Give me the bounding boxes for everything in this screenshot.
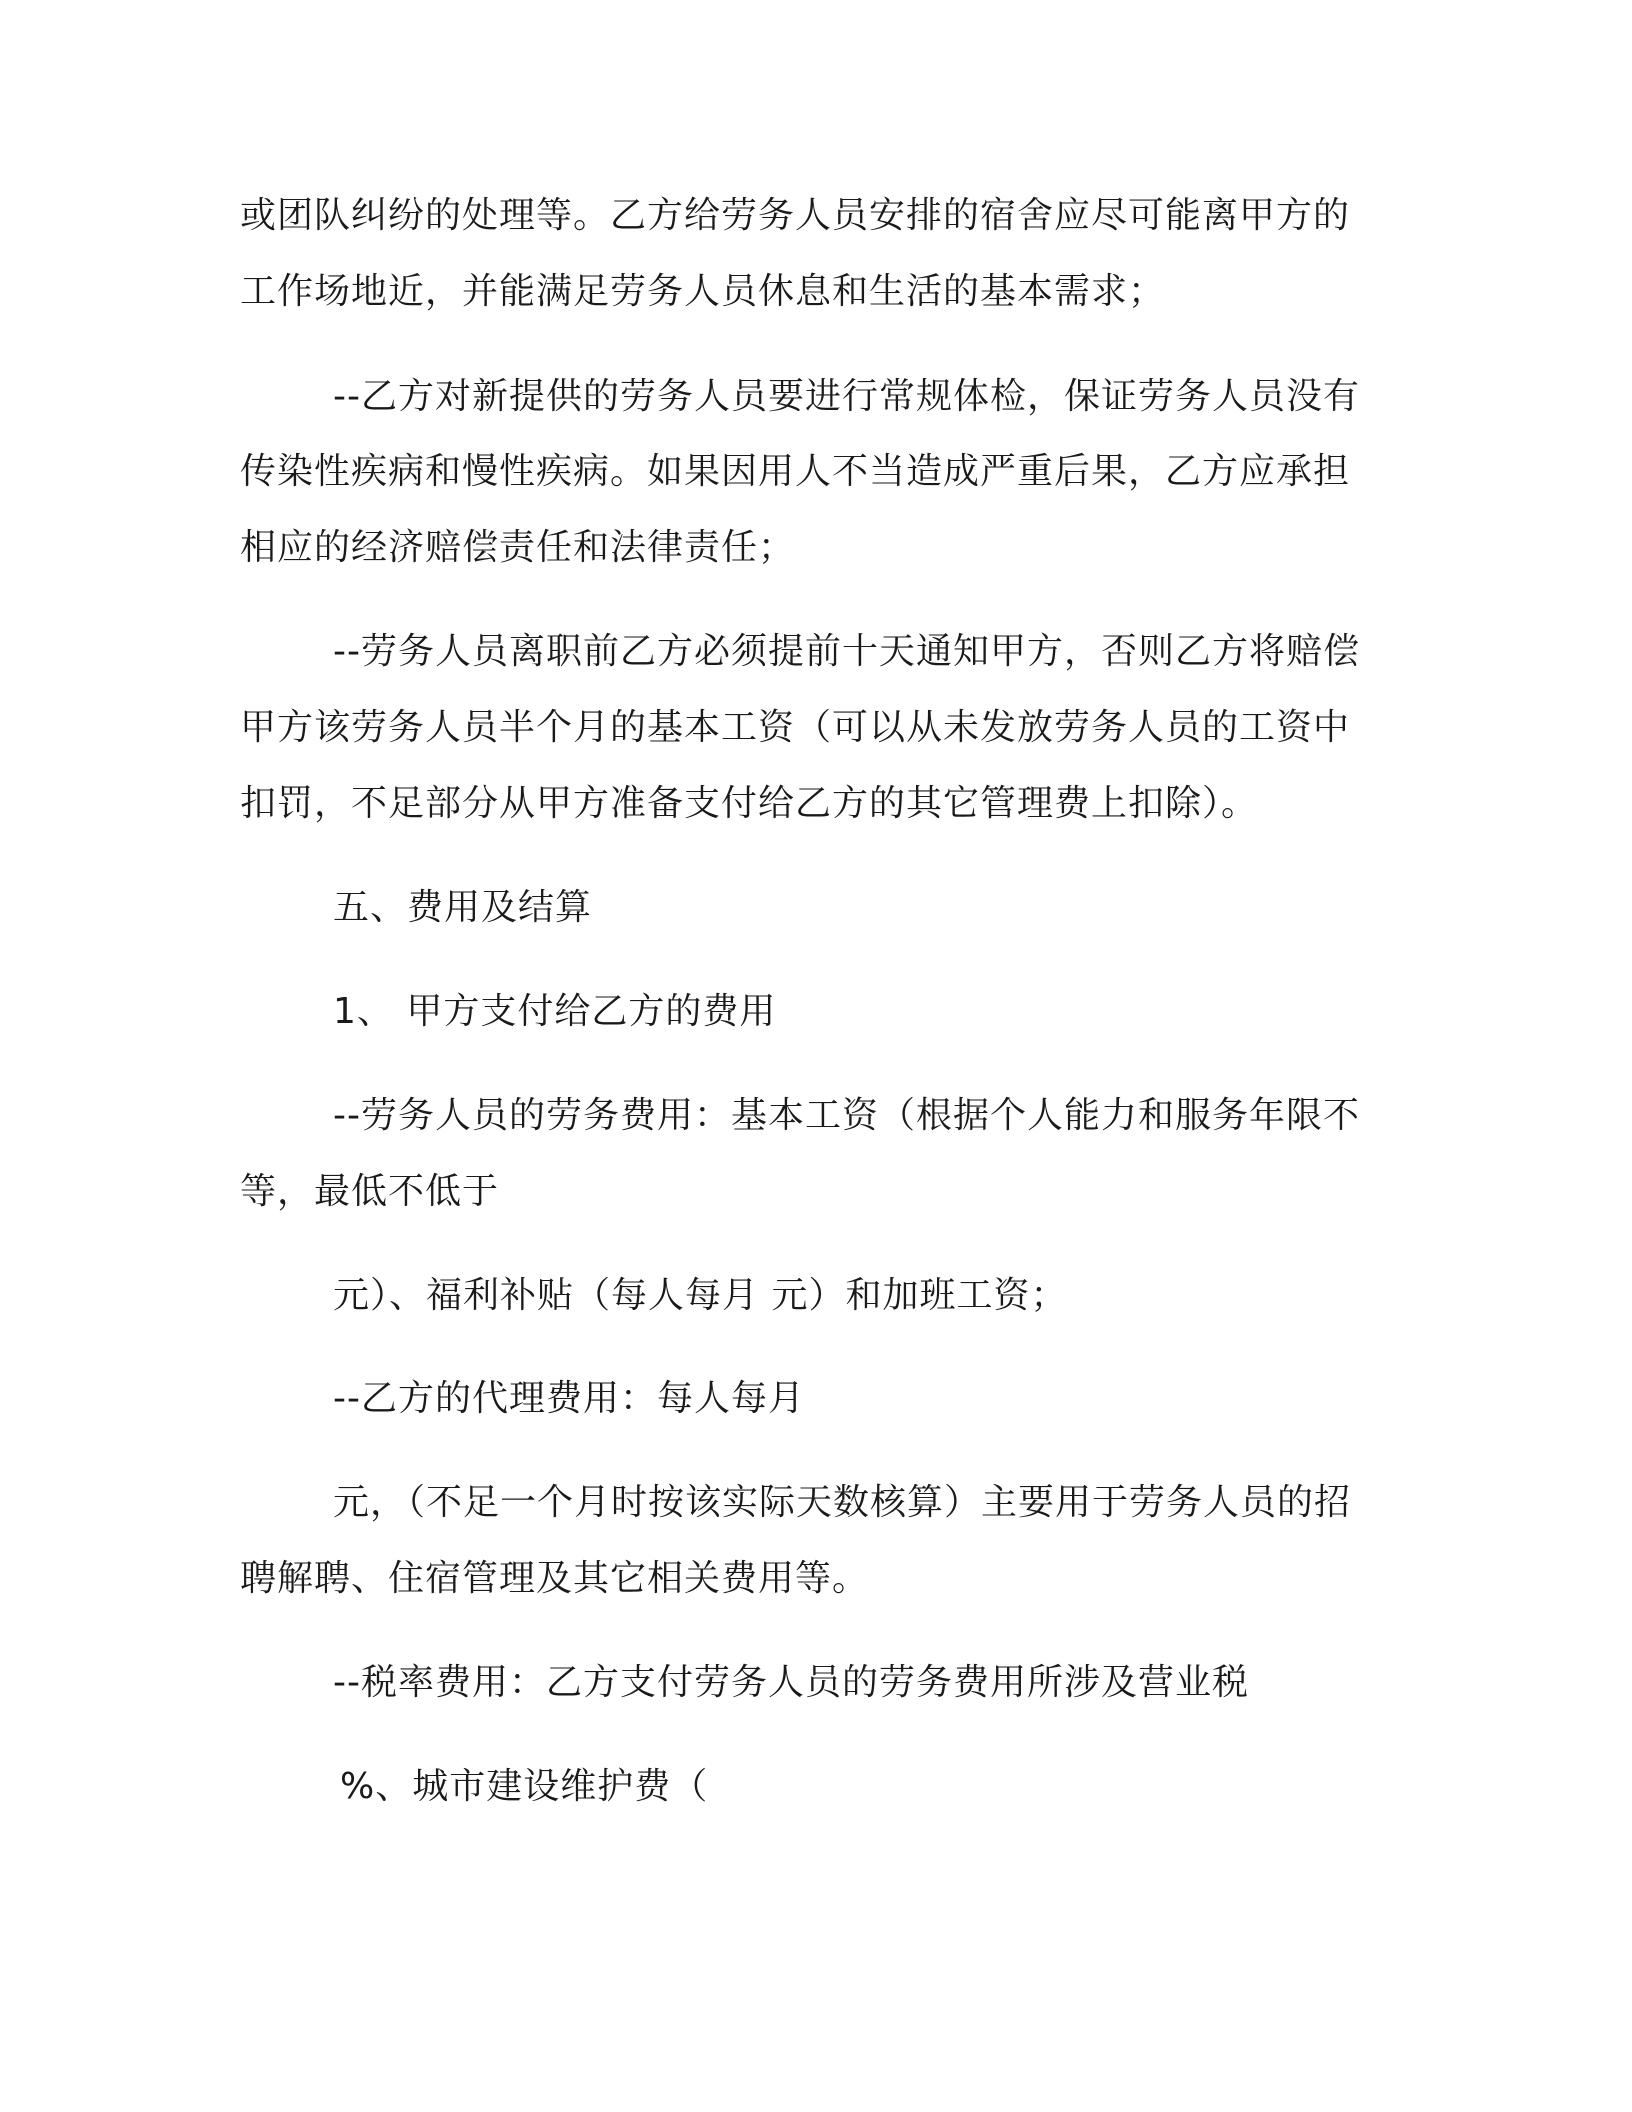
text-line: --劳务人员离职前乙方必须提前十天通知甲方，否则乙方将赔偿 (333, 631, 1360, 672)
subsection-heading: 1、 甲方支付给乙方的费用 (333, 991, 777, 1032)
text-line: --税率费用：乙方支付劳务人员的劳务费用所涉及营业税 (333, 1662, 1249, 1703)
text-line: 元，（不足一个月时按该实际天数核算）主要用于劳务人员的招 (333, 1482, 1352, 1523)
section-heading: 五、费用及结算 (333, 887, 593, 928)
text-line: 扣罚，不足部分从甲方准备支付给乙方的其它管理费上扣除）。 (240, 783, 1259, 824)
text-line: --乙方的代理费用：每人每月 (333, 1378, 805, 1419)
text-line: --劳务人员的劳务费用：基本工资（根据个人能力和服务年限不 (333, 1095, 1360, 1136)
text-line: 聘解聘、住宿管理及其它相关费用等。 (240, 1558, 870, 1599)
text-line: 元）、福利补贴（每人每月 元）和加班工资； (333, 1275, 1068, 1316)
text-line: %、城市建设维护费（ (340, 1766, 709, 1807)
text-line: 传染性疾病和慢性疾病。如果因用人不当造成严重后果，乙方应承担 (240, 451, 1351, 492)
text-line: 工作场地近，并能满足劳务人员休息和生活的基本需求； (240, 271, 1166, 312)
text-line: 或团队纠纷的处理等。乙方给劳务人员安排的宿舍应尽可能离甲方的 (240, 195, 1351, 236)
text-line: --乙方对新提供的劳务人员要进行常规体检，保证劳务人员没有 (333, 376, 1360, 417)
text-line: 相应的经济赔偿责任和法律责任； (240, 527, 796, 568)
text-line: 甲方该劳务人员半个月的基本工资（可以从未发放劳务人员的工资中 (240, 707, 1351, 748)
text-line: 等，最低不低于 (240, 1171, 500, 1212)
